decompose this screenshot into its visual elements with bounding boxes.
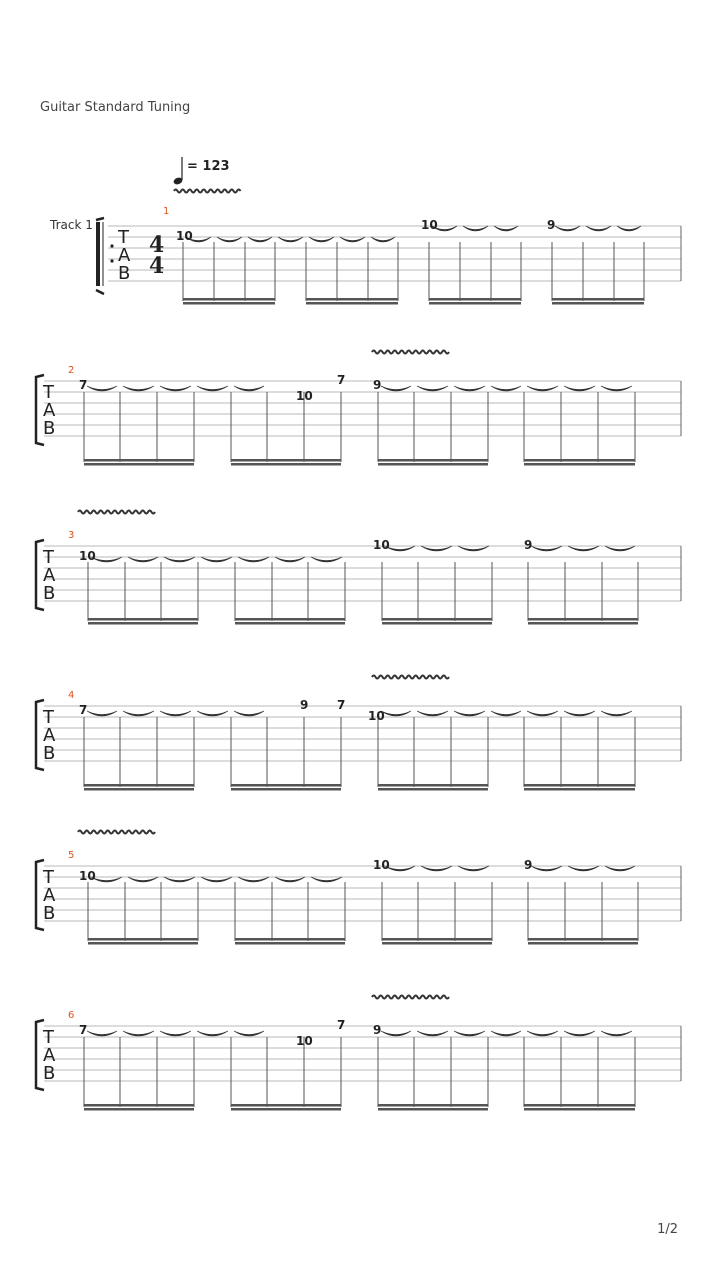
slur-tie — [527, 386, 558, 391]
fret-number: 9 — [524, 858, 533, 872]
system5-beam-group-beam — [88, 942, 198, 945]
system3-beam-group-beam — [235, 618, 345, 621]
slur-tie — [197, 711, 228, 716]
clef-a: A — [43, 885, 56, 906]
slur-tie — [491, 711, 521, 716]
slur-tie — [417, 386, 448, 391]
clef-b: B — [118, 263, 131, 284]
fret-number: 7 — [337, 698, 346, 712]
system4-beam-group-beam — [524, 784, 635, 787]
vibrato-icon — [372, 996, 449, 999]
slur-tie — [87, 386, 117, 391]
slur-tie — [278, 237, 303, 242]
slur-tie — [454, 1031, 485, 1036]
slur-tie — [201, 877, 232, 882]
fret-number: 10 — [296, 389, 313, 403]
clef-a: A — [43, 1045, 56, 1066]
slur-tie — [197, 386, 228, 391]
slur-tie — [128, 877, 158, 882]
system4-beam-group-beam — [231, 784, 341, 787]
system4-beam-group-beam — [378, 784, 488, 787]
slur-tie — [234, 1031, 264, 1036]
slur-tie — [531, 546, 562, 551]
slur-tie — [311, 877, 342, 882]
track-label: Track 1 — [50, 218, 93, 232]
slur-tie — [555, 226, 580, 231]
clef-t: T — [118, 227, 129, 248]
system1-beam-group-beam — [306, 298, 398, 301]
system2-beam-group-beam — [84, 463, 194, 466]
slur-tie — [601, 1031, 632, 1036]
system1-beam-group-beam — [429, 302, 521, 305]
tempo-marking: = 123 — [187, 159, 230, 174]
slur-tie — [160, 711, 191, 716]
clef-t: T — [43, 1027, 54, 1048]
system4-beam-group-beam — [378, 788, 488, 791]
slur-tie — [123, 386, 154, 391]
system6-beam-group-beam — [231, 1104, 341, 1107]
system1-beam-group-beam — [183, 302, 275, 305]
slur-tie — [458, 866, 489, 871]
system3-beam-group-beam — [382, 622, 492, 625]
measure-number: 2 — [68, 365, 75, 376]
system5-beam-group-beam — [235, 938, 345, 941]
slur-tie — [494, 226, 518, 231]
fret-number: 10 — [176, 229, 193, 243]
system3-beam-group-beam — [528, 622, 638, 625]
clef-b: B — [43, 418, 56, 439]
slur-tie — [564, 711, 595, 716]
clef-b: B — [43, 903, 56, 924]
slur-tie — [123, 711, 154, 716]
clef-a: A — [43, 400, 56, 421]
system5-beam-group-beam — [382, 942, 492, 945]
slur-tie — [421, 866, 452, 871]
slur-tie — [564, 1031, 595, 1036]
clef-a: A — [43, 725, 56, 746]
system6-beam-group-beam — [84, 1104, 194, 1107]
clef-t: T — [43, 867, 54, 888]
system6-beam-group-beam — [378, 1104, 488, 1107]
slur-tie — [381, 711, 411, 716]
fret-number: 10 — [79, 549, 96, 563]
slur-tie — [234, 711, 264, 716]
slur-tie — [123, 1031, 154, 1036]
slur-tie — [238, 557, 269, 562]
time-signature-top: 4 — [149, 232, 165, 258]
fret-number: 7 — [79, 1023, 88, 1037]
fret-number: 9 — [373, 1023, 382, 1037]
slur-tie — [491, 386, 521, 391]
time-signature-bottom: 4 — [149, 253, 165, 279]
system2-beam-group-beam — [84, 459, 194, 462]
vibrato-icon — [78, 511, 155, 514]
slur-tie — [311, 557, 342, 562]
fret-number: 10 — [373, 858, 390, 872]
system6-beam-group-beam — [231, 1108, 341, 1111]
system1-double-bar — [96, 222, 100, 286]
system5-beam-group-beam — [528, 938, 638, 941]
measure-number: 6 — [68, 1010, 75, 1021]
fret-number: 9 — [524, 538, 533, 552]
fret-number: 10 — [368, 709, 385, 723]
system3-beam-group-beam — [88, 618, 198, 621]
slur-tie — [160, 386, 191, 391]
slur-tie — [421, 546, 452, 551]
clef-a: A — [118, 245, 131, 266]
slur-tie — [309, 237, 334, 242]
measure-number: 3 — [68, 530, 75, 541]
fret-number: 10 — [79, 869, 96, 883]
system4-beam-group-beam — [524, 788, 635, 791]
slur-tie — [417, 1031, 448, 1036]
fret-number: 10 — [421, 218, 438, 232]
system1-beam-group-beam — [429, 298, 521, 301]
repeat-dot — [110, 244, 113, 247]
slur-tie — [568, 546, 599, 551]
slur-tie — [605, 546, 635, 551]
slur-tie — [586, 226, 611, 231]
system2-beam-group-beam — [378, 459, 488, 462]
fret-number: 7 — [79, 703, 88, 717]
slur-tie — [164, 877, 195, 882]
measure-number: 1 — [163, 206, 170, 217]
fret-number: 7 — [337, 1018, 346, 1032]
slur-tie — [201, 557, 232, 562]
system5-beam-group-beam — [528, 942, 638, 945]
clef-t: T — [43, 547, 54, 568]
system5-beam-group-beam — [382, 938, 492, 941]
slur-tie — [568, 866, 599, 871]
slur-tie — [601, 711, 632, 716]
slur-tie — [601, 386, 632, 391]
repeat-dot — [110, 259, 113, 262]
slur-tie — [527, 711, 558, 716]
slur-tie — [491, 1031, 521, 1036]
clef-b: B — [43, 743, 56, 764]
slur-tie — [381, 1031, 411, 1036]
system3-beam-group-beam — [235, 622, 345, 625]
slur-tie — [275, 557, 305, 562]
system6-beam-group-beam — [378, 1108, 488, 1111]
fret-number: 7 — [79, 378, 88, 392]
vibrato-icon — [174, 190, 241, 193]
slur-tie — [458, 546, 489, 551]
system2-beam-group-beam — [524, 463, 635, 466]
slur-tie — [454, 386, 485, 391]
slur-tie — [128, 557, 158, 562]
system1-beam-group-beam — [183, 298, 275, 301]
fret-number: 9 — [373, 378, 382, 392]
vibrato-icon — [372, 351, 449, 354]
system5-beam-group-beam — [235, 942, 345, 945]
fret-number: 9 — [300, 698, 309, 712]
tuning-label: Guitar Standard Tuning — [40, 100, 191, 115]
system6-beam-group-beam — [84, 1108, 194, 1111]
system4-beam-group-beam — [84, 784, 194, 787]
slur-tie — [197, 1031, 228, 1036]
slur-tie — [275, 877, 305, 882]
clef-a: A — [43, 565, 56, 586]
system2-beam-group-beam — [524, 459, 635, 462]
page-number: 1/2 — [657, 1222, 678, 1237]
slur-tie — [238, 877, 269, 882]
system3-beam-group-beam — [528, 618, 638, 621]
system3-beam-group-beam — [88, 622, 198, 625]
system6-beam-group-beam — [524, 1108, 635, 1111]
slur-tie — [605, 866, 635, 871]
slur-tie — [531, 866, 562, 871]
slur-tie — [217, 237, 242, 242]
slur-tie — [454, 711, 485, 716]
slur-tie — [87, 711, 117, 716]
system4-beam-group-beam — [231, 788, 341, 791]
slur-tie — [340, 237, 365, 242]
slur-tie — [371, 237, 395, 242]
clef-b: B — [43, 583, 56, 604]
slur-tie — [248, 237, 272, 242]
slur-tie — [527, 1031, 558, 1036]
clef-b: B — [43, 1063, 56, 1084]
slur-tie — [87, 1031, 117, 1036]
clef-t: T — [43, 707, 54, 728]
system4-beam-group-beam — [84, 788, 194, 791]
fret-number: 10 — [373, 538, 390, 552]
vibrato-icon — [372, 676, 449, 679]
slur-tie — [234, 386, 264, 391]
measure-number: 5 — [68, 850, 75, 861]
slur-tie — [463, 226, 488, 231]
fret-number: 9 — [547, 218, 556, 232]
system2-beam-group-beam — [378, 463, 488, 466]
slur-tie — [164, 557, 195, 562]
measure-number: 4 — [68, 690, 75, 701]
system6-beam-group-beam — [524, 1104, 635, 1107]
slur-tie — [564, 386, 595, 391]
system1-beam-group-beam — [552, 302, 644, 305]
system2-beam-group-beam — [231, 463, 341, 466]
slur-tie — [417, 711, 448, 716]
vibrato-icon — [78, 831, 155, 834]
slur-tie — [160, 1031, 191, 1036]
fret-number: 7 — [337, 373, 346, 387]
system1-beam-group-beam — [552, 298, 644, 301]
fret-number: 10 — [296, 1034, 313, 1048]
system1-beam-group-beam — [306, 302, 398, 305]
system2-beam-group-beam — [231, 459, 341, 462]
clef-t: T — [43, 382, 54, 403]
system5-beam-group-beam — [88, 938, 198, 941]
slur-tie — [617, 226, 641, 231]
slur-tie — [381, 386, 411, 391]
system3-beam-group-beam — [382, 618, 492, 621]
